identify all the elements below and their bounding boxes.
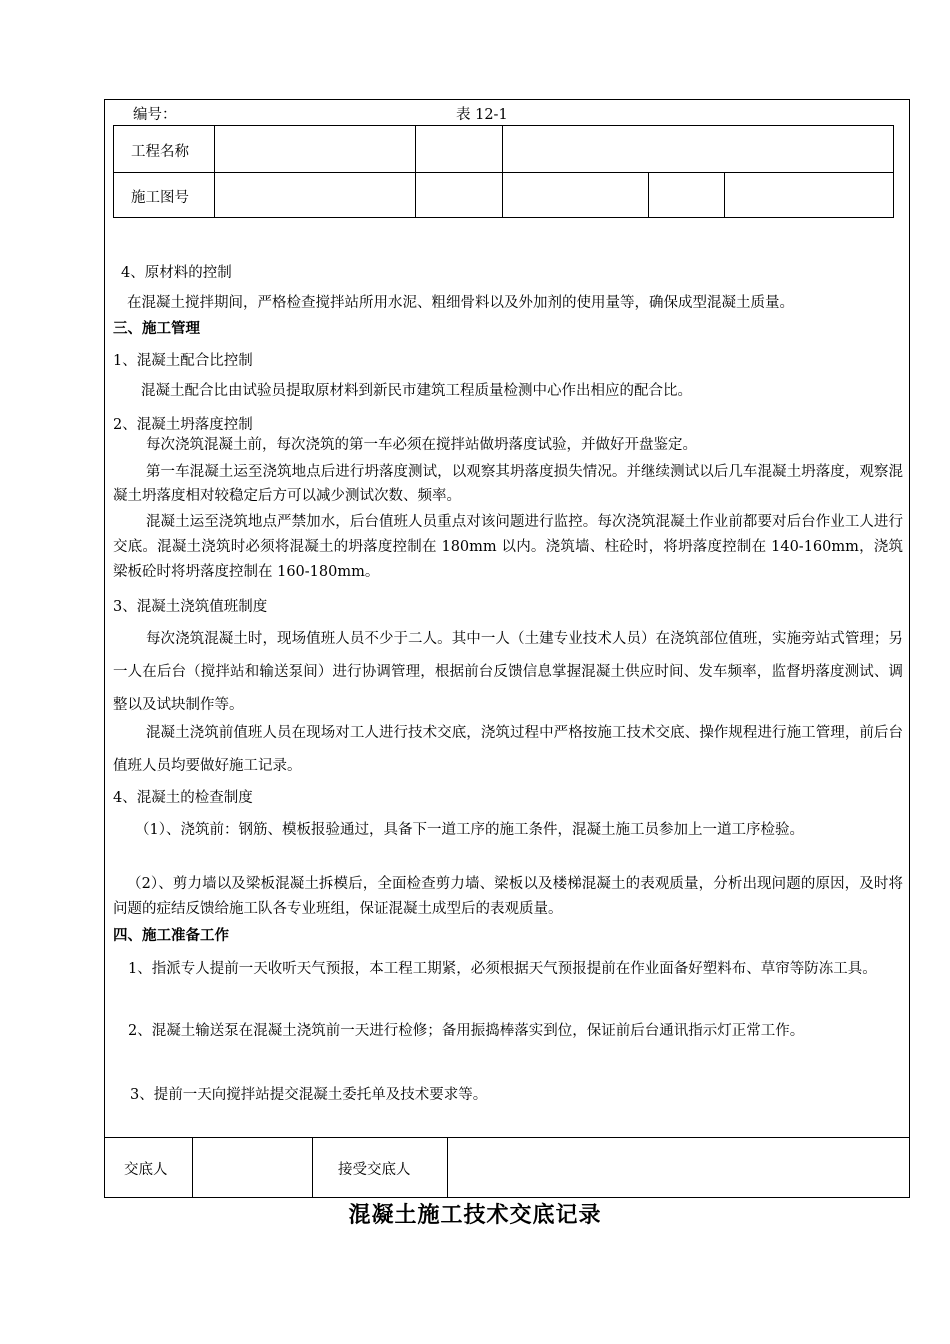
number-label: 编号： (133, 107, 177, 123)
header-table-bottom (113, 217, 894, 218)
slump-title: 2、混凝土坍落度控制 (113, 417, 253, 433)
slump-paragraph-2: 第一车混凝土运至浇筑地点后进行坍落度测试，以观察其坍落度损失情况。并继续测试以后几车混凝土坍落度，观察混凝土坍落度相对较稳定后方可以减少测试次数、频率。 (113, 464, 903, 504)
header-table-col2 (415, 125, 416, 218)
inspection-paragraph-2: （2）、剪力墙以及梁板混凝土拆模后，全面检查剪力墙、梁板以及楼梯混凝土的表观质量，分析出现问题的原因，及时将问题的症结反馈给施工队各专业班组，保证混凝土成型后的表观质量。 (113, 876, 903, 917)
header-table-right (893, 125, 894, 218)
header-table-col3 (502, 125, 503, 218)
preparation-paragraph-3: 3、提前一天向搅拌站提交混凝土委托单及技术要求等。 (130, 1087, 488, 1103)
discloser-label: 交底人 (124, 1162, 168, 1178)
header-table-col4 (648, 172, 649, 218)
inspection-paragraph-1: （1）、浇筑前：钢筋、模板报验通过，具备下一道工序的施工条件，混凝土施工员参加上一道工序检验。 (135, 822, 804, 838)
header-table-col5 (724, 172, 725, 218)
mix-ratio-paragraph: 混凝土配合比由试验员提取原材料到新民市建筑工程质量检测中心作出相应的配合比。 (141, 383, 692, 399)
duty-title: 3、混凝土浇筑值班制度 (113, 599, 268, 615)
heading-preparation: 四、施工准备工作 (113, 927, 229, 944)
preparation-paragraph-2: 2、混凝土输送泵在混凝土浇筑前一天进行检修；备用振捣棒落实到位，保证前后台通讯指示灯正常工作。 (128, 1023, 805, 1039)
header-table-top (113, 125, 894, 126)
drawing-no-label: 施工图号 (131, 190, 189, 206)
header-table-left (113, 125, 114, 218)
table-id: 表 12-1 (456, 107, 508, 123)
slump-paragraph-1: 每次浇筑混凝土前，每次浇筑的第一车必须在搅拌站做坍落度试验，并做好开盘鉴定。 (146, 437, 697, 453)
mix-ratio-title: 1、混凝土配合比控制 (113, 353, 253, 369)
document-title: 混凝土施工技术交底记录 (348, 1202, 602, 1228)
footer-col3 (447, 1137, 448, 1198)
duty-paragraph-1: 每次浇筑混凝土时，现场值班人员不少于二人。其中一人（土建专业技术人员）在浇筑部位值班，实施旁站式管理；另一人在后台（搅拌站和输送泵间）进行协调管理，根据前台反馈信息掌握混凝土供应时间、发车频率，监督坍落度测试、调整以及试块制作等。 (113, 631, 903, 713)
footer-col2 (312, 1137, 313, 1198)
inspection-title: 4、混凝土的检查制度 (113, 790, 253, 806)
section-4-title: 4、原材料的控制 (121, 265, 232, 281)
header-table-col1 (214, 125, 215, 218)
project-name-label: 工程名称 (131, 144, 189, 160)
slump-paragraph-3: 混凝土运至浇筑地点严禁加水，后台值班人员重点对该问题进行监控。每次浇筑混凝土作业前都要对后台作业工人进行交底。混凝土浇筑时必须将混凝土的坍落度控制在 180mm 以内。浇筑墙、柱砼时，将坍落度控制在 140-160mm，浇筑梁板砼时将坍落度控制在 160-180mm。 (113, 514, 903, 580)
receiver-label: 接受交底人 (338, 1162, 411, 1178)
footer-row-top (104, 1137, 910, 1138)
header-table-mid (113, 172, 894, 173)
section-4-paragraph: 在混凝土搅拌期间，严格检查搅拌站所用水泥、粗细骨料以及外加剂的使用量等，确保成型混凝土质量。 (127, 295, 794, 311)
preparation-paragraph-1: 1、指派专人提前一天收听天气预报，本工程工期紧，必须根据天气预报提前在作业面备好塑料布、草帘等防冻工具。 (128, 961, 877, 977)
duty-paragraph-2: 混凝土浇筑前值班人员在现场对工人进行技术交底，浇筑过程中严格按施工技术交底、操作规程进行施工管理，前后台值班人员均要做好施工记录。 (113, 725, 903, 774)
heading-construction-management: 三、施工管理 (113, 320, 200, 337)
footer-col1 (192, 1137, 193, 1198)
